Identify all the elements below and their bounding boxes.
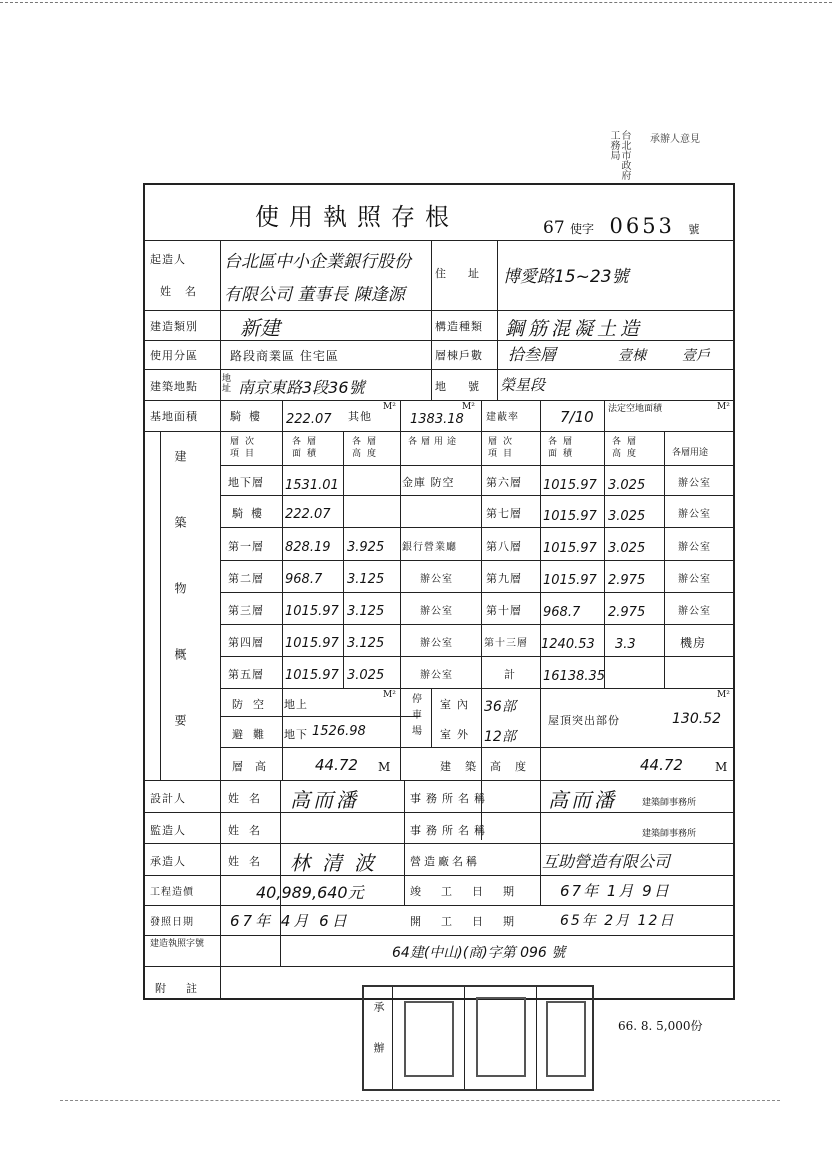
fl-l-1-name: 騎樓	[232, 507, 270, 520]
park-out-val: 12部	[484, 729, 516, 745]
chop-col1: 承辦	[372, 1001, 385, 1083]
note-label: 附註	[155, 982, 217, 995]
shelter-below-val: 1526.98	[312, 724, 366, 739]
fl-l-6-height: 3.025	[347, 668, 385, 683]
fl-r-5-area: 1240.53	[541, 637, 595, 652]
category-label: 建造類別	[150, 320, 198, 333]
area-v2: 1383.18	[410, 412, 464, 427]
owner-label-a: 起造人	[150, 253, 186, 266]
site-address: 南京東路3段36號	[238, 378, 365, 397]
park-out: 室外	[440, 728, 474, 741]
fl-r-0-height: 3.025	[608, 478, 646, 493]
designer-name: 高而潘	[290, 788, 359, 812]
lot-label: 地號	[435, 380, 501, 393]
roof-label: 屋頂突出部份	[548, 714, 620, 727]
hdr-left-3: 各層高度	[352, 437, 383, 459]
roof-unit: M²	[717, 690, 730, 700]
area-v1: 222.07	[286, 412, 332, 427]
number-unit: 號	[688, 223, 700, 236]
building-count: 壹棟	[618, 348, 646, 364]
contractor-label: 承造人	[150, 855, 186, 868]
site-label: 建築地點	[150, 380, 198, 393]
supervisor-office-label: 事務所名稱	[410, 824, 490, 837]
fl-r-4-area: 968.7	[543, 605, 581, 620]
fl-l-5-height: 3.125	[347, 636, 385, 651]
permit-value: 64建(中山)(商)字第 096 號	[392, 945, 566, 961]
height-unit: M	[378, 760, 391, 774]
area-v3: 7/10	[560, 408, 594, 426]
contractor-company-label: 營造廠名稱	[410, 855, 480, 868]
fl-l-6-use: 辦公室	[420, 670, 453, 681]
owner-name-1: 台北區中小企業銀行股份	[224, 252, 411, 272]
site-addr-label: 地址	[222, 374, 232, 394]
shelter-label-2: 避難	[232, 728, 274, 741]
park-in-val: 36部	[484, 699, 516, 715]
fl-r-0-use: 辦公室	[678, 478, 711, 489]
scan-top-line	[0, 2, 832, 3]
fl-r-2-area: 1015.97	[543, 541, 597, 556]
contractor-name-label: 姓名	[228, 855, 270, 868]
area-k3: 建蔽率	[486, 412, 519, 423]
contractor-company: 互助營造有限公司	[542, 852, 671, 871]
stamp-text-a: 台北市政府工務局	[608, 130, 630, 180]
fl-r-5-use: 機房	[680, 636, 707, 650]
chop-seal-3	[546, 1001, 586, 1077]
hdr-right-1: 層次項目	[488, 437, 519, 459]
zoning-label: 使用分區	[150, 349, 198, 362]
fl-r-4-name: 第十層	[486, 604, 522, 617]
fl-l-4-use: 辦公室	[420, 606, 453, 617]
park-label: 停車場	[412, 694, 422, 737]
number-value: 0653	[609, 214, 675, 238]
area-unit-1: M²	[383, 402, 396, 412]
side-label: 建築物概要	[173, 450, 187, 780]
fl-r-4-height: 2.975	[608, 605, 646, 620]
chop-seal-2	[476, 997, 526, 1077]
approval-chop-table	[362, 985, 594, 1091]
roof-val: 130.52	[672, 711, 721, 727]
zoning-value: 路段商業區 住宅區	[230, 349, 339, 363]
supervisor-name-label: 姓名	[228, 824, 270, 837]
fl-r-2-use: 辦公室	[678, 542, 711, 553]
issue-date: 67年 4月 6日	[230, 912, 350, 930]
fl-l-5-name: 第四層	[228, 636, 264, 649]
supervisor-office-suffix: 建築師事務所	[642, 829, 697, 839]
fl-l-0-area: 1531.01	[285, 478, 339, 493]
area-unit-4: M²	[717, 402, 730, 412]
fl-r-3-height: 2.975	[608, 573, 646, 588]
number-suffix: 使字	[570, 222, 595, 236]
shelter-unit-1: M²	[383, 690, 396, 700]
height-label: 層高	[232, 760, 278, 773]
park-in: 室內	[440, 698, 474, 711]
cost-label: 工程造價	[150, 887, 194, 898]
designer-office-suffix: 建築師事務所	[642, 798, 697, 808]
hdr-right-2: 各層面積	[548, 437, 579, 459]
fl-l-2-height: 3.925	[347, 540, 385, 555]
bldg-height-val: 44.72	[640, 756, 683, 774]
shelter-above: 地上	[284, 698, 308, 711]
contractor-name: 林清波	[290, 851, 386, 875]
fl-l-2-name: 第一層	[228, 540, 264, 553]
fl-r-5-height: 3.3	[615, 637, 636, 652]
fl-r-3-use: 辦公室	[678, 574, 711, 585]
supervisor-label: 監造人	[150, 824, 186, 837]
fl-l-5-area: 1015.97	[285, 636, 339, 651]
permit-label: 建造執照字號	[150, 939, 205, 949]
fl-l-4-area: 1015.97	[285, 604, 339, 619]
shelter-below: 地下	[284, 728, 308, 741]
area-k2: 其他	[348, 410, 372, 423]
bldg-height-label: 建築高度	[440, 760, 540, 773]
fl-r-4-use: 辦公室	[678, 606, 711, 617]
scan-bottom-line	[60, 1100, 780, 1101]
fl-r-2-height: 3.025	[608, 541, 646, 556]
height-val: 44.72	[315, 756, 358, 774]
unit-count: 壹戶	[682, 348, 710, 364]
category-value: 新建	[240, 316, 280, 340]
owner-addr-label: 住址	[435, 267, 501, 280]
fl-l-4-height: 3.125	[347, 604, 385, 619]
fl-r-0-area: 1015.97	[543, 478, 597, 493]
owner-addr: 博愛路15~23號	[503, 267, 629, 287]
fl-l-3-area: 968.7	[285, 572, 323, 587]
designer-name-label: 姓名	[228, 792, 270, 805]
cost-value: 40,989,640元	[256, 883, 364, 902]
issue-label: 發照日期	[150, 917, 194, 928]
start-date: 65年 2月 12日	[560, 913, 676, 929]
number-year: 67	[543, 218, 565, 238]
floors-count: 拾叁層	[508, 345, 557, 364]
fl-r-1-area: 1015.97	[543, 509, 597, 524]
fl-l-3-use: 辦公室	[420, 574, 453, 585]
fl-r-6-area: 16138.35	[543, 669, 606, 684]
page-title: 使用執照存根	[255, 203, 459, 231]
fl-r-5-name: 第十三層	[484, 638, 528, 649]
structure-value: 鋼筋混凝土造	[505, 318, 644, 340]
area-unit-2: M²	[462, 402, 475, 412]
fl-l-3-height: 3.125	[347, 572, 385, 587]
shelter-label-1: 防空	[232, 698, 274, 711]
structure-label: 構造種類	[435, 320, 483, 333]
done-date: 67年 1月 9日	[560, 882, 671, 900]
fl-l-6-name: 第五層	[228, 668, 264, 681]
stamp-text-b: 承辦人意見	[650, 134, 700, 145]
chop-seal-1	[404, 1001, 454, 1077]
fl-l-2-area: 828.19	[285, 540, 331, 555]
area-k4: 法定空地面積	[608, 404, 663, 414]
area-k1: 騎樓	[230, 410, 268, 423]
fl-r-3-area: 1015.97	[543, 573, 597, 588]
fl-r-6-name: 計	[504, 668, 516, 681]
hdr-right-4: 各層用途	[672, 448, 709, 458]
hdr-right-3: 各層高度	[612, 437, 643, 459]
hdr-left-2: 各層面積	[292, 437, 323, 459]
stamp-top-right	[510, 130, 730, 185]
done-label: 竣工日期	[410, 885, 534, 898]
start-label: 開工日期	[410, 915, 534, 928]
fl-r-0-name: 第六層	[486, 476, 522, 489]
fl-r-3-name: 第九層	[486, 572, 522, 585]
footer-print-note: 66. 8. 5,000份	[618, 1019, 703, 1033]
fl-l-0-name: 地下層	[228, 476, 264, 489]
fl-l-6-area: 1015.97	[285, 668, 339, 683]
fl-r-1-name: 第七層	[486, 507, 522, 520]
designer-label: 設計人	[150, 792, 186, 805]
fl-l-2-use: 銀行營業廳	[402, 542, 457, 553]
bldg-height-unit: M	[715, 760, 728, 774]
hdr-left-1: 層次項目	[230, 437, 261, 459]
owner-label-b: 姓名	[160, 285, 210, 298]
fl-l-3-name: 第二層	[228, 572, 264, 585]
floors-label: 層棟戶數	[435, 349, 483, 362]
fl-l-1-area: 222.07	[285, 507, 331, 522]
fl-r-1-height: 3.025	[608, 509, 646, 524]
owner-name-2: 有限公司 董事長 陳逢源	[224, 285, 405, 305]
designer-office-label: 事務所名稱	[410, 792, 490, 805]
fl-l-5-use: 辦公室	[420, 638, 453, 649]
fl-l-0-use: 金庫 防空	[402, 476, 455, 489]
fl-r-2-name: 第八層	[486, 540, 522, 553]
fl-r-1-use: 辦公室	[678, 509, 711, 520]
lot-value: 榮星段	[500, 376, 546, 394]
fl-l-4-name: 第三層	[228, 604, 264, 617]
area-label: 基地面積	[150, 410, 198, 423]
hdr-left-4: 各層用途	[408, 437, 461, 447]
designer-office: 高而潘	[548, 788, 617, 812]
